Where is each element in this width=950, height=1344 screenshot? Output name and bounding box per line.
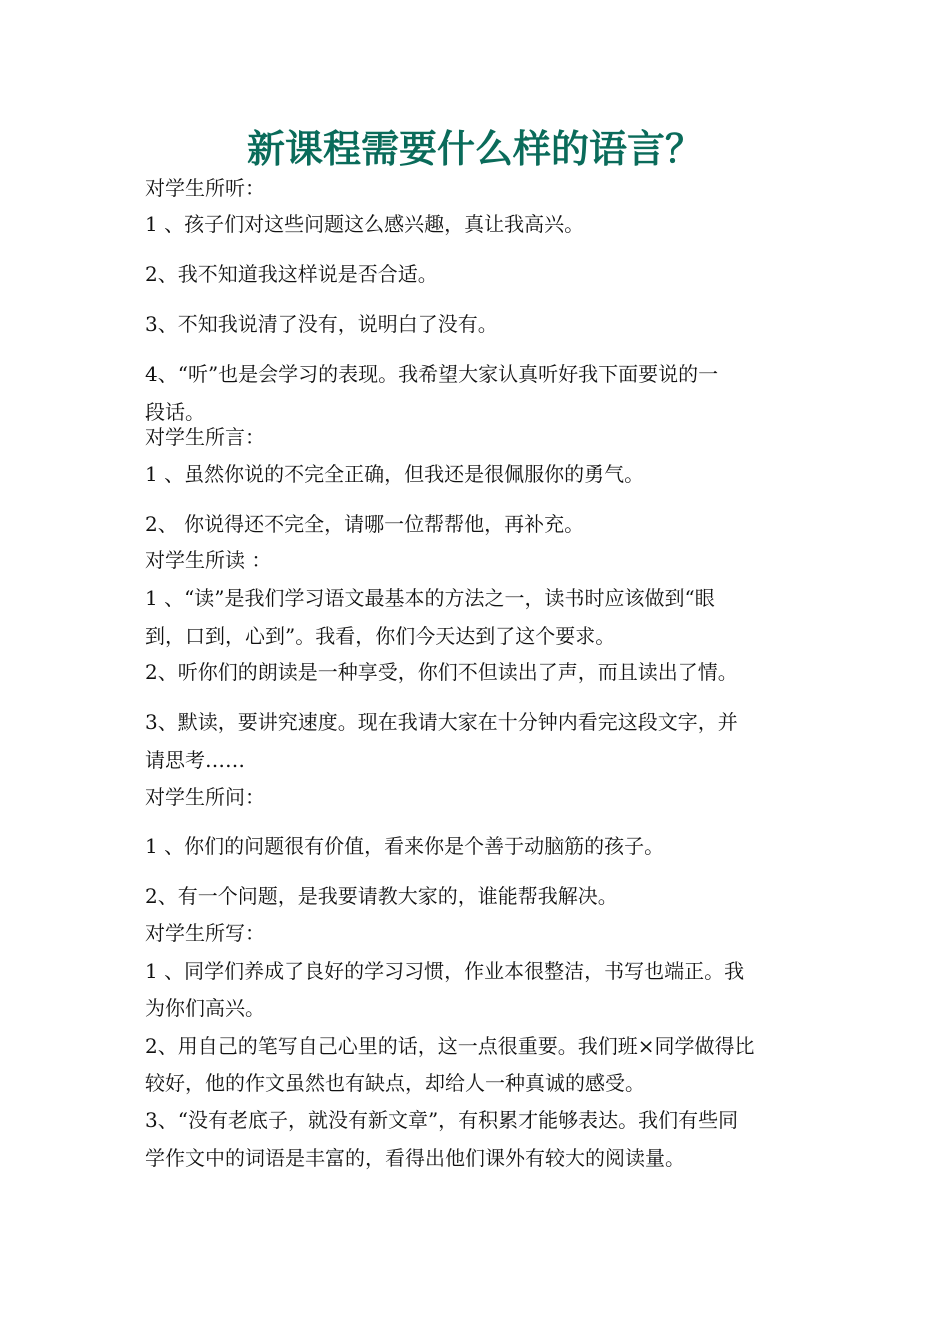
section-heading-write: 对学生所写： <box>145 921 265 945</box>
paragraph-line: 1 、孩子们对这些问题这么感兴趣，真让我高兴。 <box>145 212 585 236</box>
paragraph-line: 到，口到，心到”。我看，你们今天达到了这个要求。 <box>145 624 616 648</box>
paragraph-line: 1 、你们的问题很有价值，看来你是个善于动脑筋的孩子。 <box>145 834 665 858</box>
paragraph-line: 2、有一个问题，是我要请教大家的，谁能帮我解决。 <box>145 884 618 908</box>
paragraph-line: 3、“没有老底子，就没有新文章”，有积累才能够表达。我们有些同 <box>145 1108 739 1132</box>
paragraph-line: 段话。 <box>145 400 205 424</box>
paragraph-line: 较好，他的作文虽然也有缺点，却给人一种真诚的感受。 <box>145 1071 645 1095</box>
section-heading-speak: 对学生所言： <box>145 425 265 449</box>
paragraph-line: 2、 你说得还不完全，请哪一位帮帮他，再补充。 <box>145 512 585 536</box>
paragraph-line: 3、不知我说清了没有，说明白了没有。 <box>145 312 498 336</box>
paragraph-line: 学作文中的词语是丰富的，看得出他们课外有较大的阅读量。 <box>145 1146 685 1170</box>
paragraph-line: 1 、“读”是我们学习语文最基本的方法之一，读书时应该做到“眼 <box>145 586 715 610</box>
section-heading-ask: 对学生所问： <box>145 785 265 809</box>
section-heading-read: 对学生所读 ： <box>145 548 272 572</box>
paragraph-line: 1 、同学们养成了良好的学习习惯，作业本很整洁，书写也端正。我 <box>145 959 745 983</box>
paragraph-line: 请思考…… <box>145 748 245 772</box>
paragraph-line: 2、用自己的笔写自己心里的话，这一点很重要。我们班×同学做得比 <box>145 1034 755 1058</box>
paragraph-line: 为你们高兴。 <box>145 996 265 1020</box>
document-title: 新课程需要什么样的语言？ <box>246 126 703 171</box>
paragraph-line: 2、我不知道我这样说是否合适。 <box>145 262 438 286</box>
section-heading-listen: 对学生所听： <box>145 176 265 200</box>
paragraph-line: 3、默读，要讲究速度。现在我请大家在十分钟内看完这段文字，并 <box>145 710 738 734</box>
paragraph-line: 4、“听”也是会学习的表现。我希望大家认真听好我下面要说的一 <box>145 362 719 386</box>
paragraph-line: 2、听你们的朗读是一种享受，你们不但读出了声，而且读出了情。 <box>145 660 738 684</box>
paragraph-line: 1 、虽然你说的不完全正确，但我还是很佩服你的勇气。 <box>145 462 645 486</box>
